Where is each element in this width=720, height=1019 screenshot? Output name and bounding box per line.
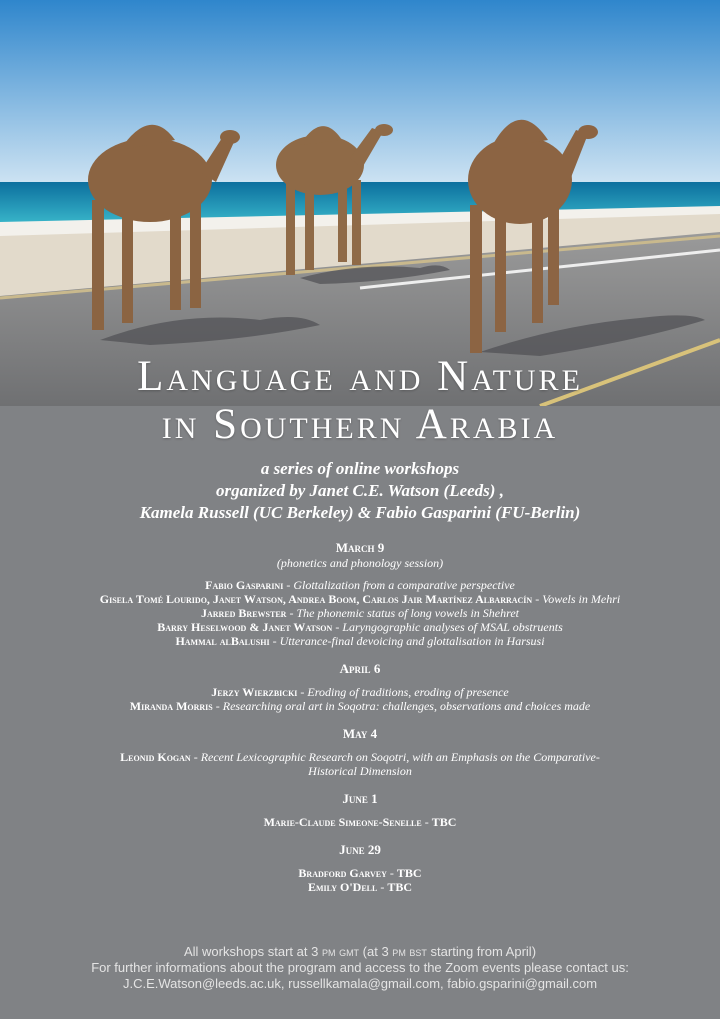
talk-separator: - [212,699,223,713]
footer-text: (at [359,944,382,959]
talk-speaker: Barry Heselwood & Janet Watson [157,620,333,634]
talk-item [0,634,720,648]
session-date: June 1 [342,791,378,806]
talk-separator: - [532,592,543,606]
talk-title: TBC [431,815,457,829]
session-march-9 [0,540,720,648]
start-time-note [0,944,720,960]
talk-speaker: Gisela Tomé Lourido, Janet Watson, Andrea Boom, Carlos Jair Martínez Albarracín [99,592,533,606]
talk-title: Laryngographic analyses of MSAL obstruents [342,620,563,634]
talk-speaker: Emily O'Dell [307,880,378,894]
session-may-4 [0,726,720,778]
talk-title: The phonemic status of long vowels in Shehret [296,606,519,620]
footer-time-gmt: 3 pm gmt [311,944,360,959]
talk-item [0,815,720,829]
workshop-schedule [0,540,720,894]
talk-title: Recent Lexicographic Research on Soqotri, with an Emphasis on the Comparative-Historical Dimension [200,750,600,778]
subtitle-line: organized by Janet C.E. Watson (Leeds) , [216,481,504,500]
session-date: March 9 [335,540,385,555]
poster-title-line-2: in Southern Arabia [161,401,559,448]
talk-speaker: Marie-Claude Simeone-Senelle [263,815,422,829]
talk-speaker: Bradford Garvey [298,866,387,880]
talk-speaker: Hammal alBalushi [175,634,270,648]
session-date: May 4 [342,726,378,741]
talk-item [0,750,720,778]
session-note: (phonetics and phonology session) [276,556,444,570]
talk-speaker: Jarred Brewster [200,606,287,620]
talk-separator: - [193,750,201,764]
talk-speaker: Leonid Kogan [120,750,194,764]
header-photo [0,0,720,406]
talk-item [0,685,720,699]
talk-separator: - [421,815,432,829]
talk-speaker: Fabio Gasparini [205,578,284,592]
talk-title: Glottalization from a comparative perspective [293,578,515,592]
talk-title: Utterance-final devoicing and glottalisation in Harsusi [279,634,545,648]
camels-on-beach-road-image [0,0,720,406]
talk-speaker: Jerzy Wierzbicki [211,685,298,699]
talk-title: TBC [396,866,422,880]
talk-item [0,866,720,880]
talk-item [0,620,720,634]
talk-separator: - [386,866,397,880]
talk-title: Vowels in Mehri [542,592,621,606]
contact-emails[interactable]: J.C.E.Watson@leeds.ac.uk, russellkamala@gmail.com, fabio.gsparini@gmail.com [122,976,598,991]
talk-title: TBC [387,880,413,894]
subtitle [0,458,720,524]
session-date: June 29 [339,842,381,857]
subtitle-line: Kamela Russell (UC Berkeley) & Fabio Gasparini (FU-Berlin) [139,503,581,522]
contact-note: For further informations about the program and access to the Zoom events please contact us: [91,960,629,975]
talk-title: Eroding of traditions, eroding of presence [307,685,509,699]
talk-separator: - [269,634,280,648]
footer-text: All workshops start at [183,944,312,959]
talk-separator: - [377,880,388,894]
session-date: April 6 [339,661,381,676]
footer-info [0,944,720,992]
subtitle-line: a series of online workshops [260,459,460,478]
footer-time-bst: 3 pm bst [381,944,427,959]
session-june-29 [0,842,720,894]
talk-item [0,606,720,620]
talk-title: Researching oral art in Soqotra: challenges, observations and choices made [222,699,591,713]
talk-separator: - [297,685,308,699]
session-april-6 [0,661,720,713]
talk-item [0,592,720,606]
talk-separator: - [283,578,294,592]
talk-speaker: Miranda Morris [129,699,213,713]
talk-item [0,699,720,713]
talk-separator: - [332,620,343,634]
talk-separator: - [286,606,297,620]
talk-item [0,578,720,592]
talk-item [0,880,720,894]
footer-text: starting from April) [426,944,537,959]
poster-title-line-1: Language and Nature [137,353,583,400]
session-june-1 [0,791,720,829]
